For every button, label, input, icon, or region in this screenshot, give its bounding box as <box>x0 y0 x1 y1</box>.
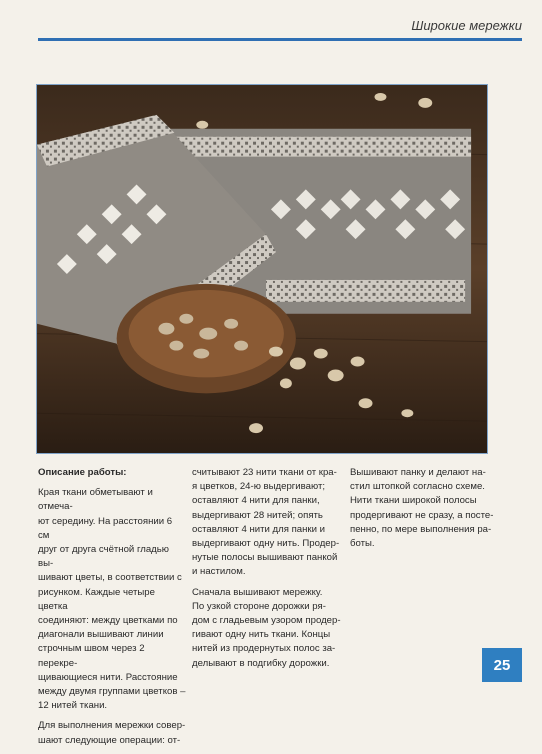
article-column-3 <box>350 466 495 557</box>
header-rule <box>38 38 522 41</box>
article-paragraph: Сначала вышивают мережку. По узкой стороне дорожки ря- дом с гладьевым узором продер- гивают одну нить ткани. Концы нитей из продернутых полос за- делывают в подгибку дорожки. <box>192 586 341 669</box>
article-paragraph: Для выполнения мережки совер- шают следующие операции: от- <box>38 720 186 746</box>
page-number: 25 <box>482 648 522 682</box>
photo-illustration <box>37 85 487 453</box>
article-paragraph: считывают 23 нити ткани от кра- я цветков, 24-ю выдергивают; оставляют 4 нити для панки, выдергивают 28 нитей; опять оставляют 4 нити для панки и выдергивают одну нить. Продер- нутые полосы вышивают панкой и настилом. <box>192 467 340 578</box>
article-column-2 <box>192 466 342 677</box>
article-heading: Описание работы: <box>38 467 127 478</box>
article-paragraph: Вышивают панку и делают на- стил штопкой согласно схеме. Нити ткани широкой полосы продергивают не сразу, а посте- пенно, по мере выполнения ра- боты. <box>350 467 494 550</box>
article-photo <box>36 84 488 454</box>
wooden-bowl-with-shells <box>117 284 296 393</box>
article-column-1 <box>38 466 186 754</box>
section-title: Широкие мережки <box>411 18 522 33</box>
article-paragraph: Края ткани обметывают и отмеча- ют середину. На расстоянии 6 см друг от друга счётной гладью вы- шивают цветы, в соответствии с рисунком. Каждые четыре цветка соединяют: между цветками по диагонали вышивают линии строчным швом через 2 перекре- щивающиеся нити. Расстояние между двумя группами цветков – 12 нитей ткани. <box>38 487 186 712</box>
